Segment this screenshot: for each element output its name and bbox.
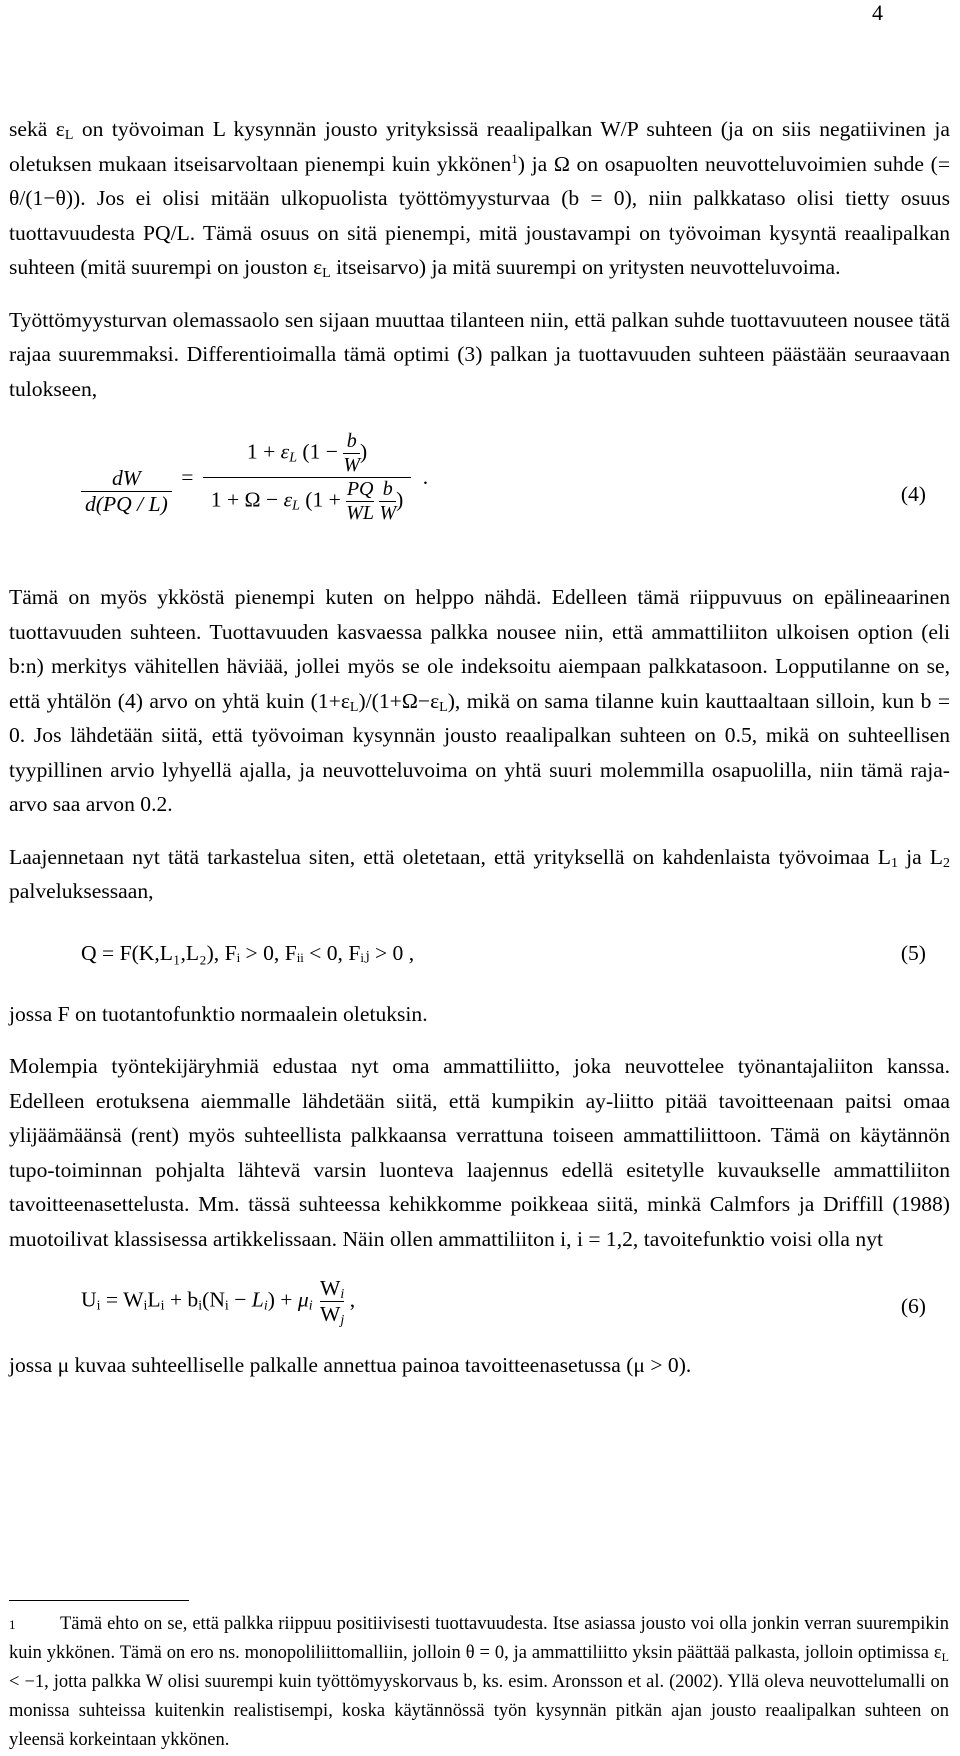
equation-4-body xyxy=(81,430,428,525)
eq4-equals: = xyxy=(181,465,194,489)
text-run: ja L xyxy=(897,844,943,869)
text-run: )/(1+Ω−ε xyxy=(358,688,440,713)
subscript: L xyxy=(349,699,359,715)
text-run: itseisarvo) ja mitä suurempi on yritysten neuvotteluvoima. xyxy=(330,255,841,279)
footnote-text xyxy=(9,1610,949,1755)
paragraph-2: Työttömyysturvan olemassaolo sen sijaan muuttaa tilanteen niin, että palkan suhde tuottavuuteen nousee tätä rajaa suuremmaksi. Differentioimalla tämä optimi (3) palkan ja tuottavuuden suhteen päästään seuraavaan tulokseen, xyxy=(9,307,950,401)
paragraph-5: jossa F on tuotantofunktio normaalein oletuksin. xyxy=(9,1001,428,1026)
paragraph-7: jossa μ kuvaa suhteelliselle palkalle annettua painoa tavoitteenasetussa (μ > 0). xyxy=(9,1353,692,1377)
text-run: Laajennetaan nyt tätä tarkastelua siten, että oletetaan, että yrityksellä on kahdenlaista työvoimaa L xyxy=(9,844,891,869)
subscript: L xyxy=(941,1650,949,1664)
footnote-1 xyxy=(9,1610,949,1755)
paragraph-1 xyxy=(9,112,950,285)
equation-number-6: (6) xyxy=(900,1294,926,1318)
footnote-ref[interactable]: 1 xyxy=(511,150,518,166)
paragraph-3 xyxy=(9,580,950,822)
eq4-b-over-w-2: $\frac{b}{W}$ xyxy=(379,478,397,524)
subscript: L xyxy=(322,266,331,281)
eq4-lhs-numerator: dW xyxy=(111,466,141,490)
equation-6-body: $U_i = W_iL_i + b_i(N_i - L_i) + \mu_i$ $\frac{W_i}{W_j}$ , xyxy=(81,1276,356,1328)
eq4-rhs-denominator: $1 + \Omega - \varepsilon_L$ (1 + $\frac{PQ}{WL}$ $\frac{b}{W}$ ) xyxy=(210,478,404,524)
equation-number-4: (4) xyxy=(900,482,926,506)
paragraph-6: Molempia työntekijäryhmiä edustaa nyt oma ammattiliitto, joka neuvottelee työnantajaliiton kanssa. Edelleen erotuksena aiemmalle lähdetään siitä, että kumpikin ay-liitto pitää tavoitteenaan paitsi omaa ylijäämäänsä (rent) myös suhteellista palkkaansa verrattuna toiseen ammattiliittoon. Tämä on käytännön tupo-toiminnan pohjalta lähtevä varsin luonteva laajennus edellä esitetylle kuvaukselle ammattiliiton tavoitteenasettelusta. Mm. tässä suhteessa kehikkomme poikkeaa siitä, minkä Calmfors ja Driffill (1988) muotoilivat klassisessa artikkelissaan. Näin ollen ammattiliiton i, i = 1,2, tavoitefunktio voisi olla nyt xyxy=(9,1054,950,1251)
text-run: ) ja Ω on osapuolten neuvotteluvoimien suhde (= θ/(1−θ)). Jos ei olisi mitään ulkopuolista työttömyysturvaa (b = 0), niin palkkataso olisi tietty osuus tuottavuudesta PQ/L. Tämä osuus on sitä pienempi, mitä joustavampi on työvoiman kysyntä reaalipalkan suhteen (mitä suurempi on jouston ε xyxy=(9,151,950,279)
eq4-period: . xyxy=(422,465,429,489)
subscript: 1 xyxy=(890,855,898,871)
text-run: on työvoiman L kysynnän jousto yrityksissä reaalipalkan W/P suhteen (ja on siis negatiivinen ja oletuksen mukaan itseisarvoltaan pienempi kuin ykkönen xyxy=(9,117,950,176)
text-run: < −1, jotta palkka W olisi suurempi kuin työttömyyskorvaus b, ks. esim. Aronsson et al. (2002). Yllä oleva neuvottelumalli on monissa suhteissa kuitenkin realistisempi, koska käytännössä työn kysynnän pitkän ajan jousto reaalipalkan suhteen on yleensä korkeintaan ykkönen. xyxy=(9,1672,949,1750)
text-run: palveluksessaan, xyxy=(9,879,154,903)
subscript: 2 xyxy=(943,855,950,871)
equation-4 xyxy=(9,420,950,570)
text-run: Tämä on myös ykköstä pienempi kuten on helppo nähdä. Edelleen tämä riippuvuus on epälineaarinen tuottavuuden suhteen. Tuottavuuden kasvaessa palkka nousee niin, että ammattiliiton ulkoisen option (eli b:n) merkitys vähitellen häviää, jollei myös se ole indeksoitu aiempaan palkkatasoon. Lopputilanne on se, että yhtälön (4) arvo on yhtä kuin (1+ε xyxy=(9,585,950,713)
text-run: Tämä ehto on se, että palkka riippuu positiivisesti tuottavuudesta. Itse asiassa jousto voi olla jonkin verran suurempikin kuin ykkönen. Tämä on ero ns. monopoliliittomalliin, jolloin θ = 0, ja ammattiliitto yksin päättää palkasta, jolloin optimissa ε xyxy=(9,1614,949,1663)
subscript: L xyxy=(439,699,448,715)
footnote-divider xyxy=(9,1600,189,1601)
footnote-mark: 1 xyxy=(9,1617,16,1632)
eq4-b-over-w: $\frac{b}{W}$ xyxy=(343,430,361,476)
eq4-rhs xyxy=(203,430,412,525)
subscript: L xyxy=(64,128,74,143)
text-run: ), mikä on sama tilanne kuin kauttaaltaan silloin, kun b = 0. Jos lähdetään siitä, että työvoiman kysynnän jousto reaalipalkan suhteen on 0.5, mikä on suhteellisen tyypillinen arvio lyhyellä ajalla, ja neuvotteluvoima on yhtä suuri molemmilla osapuolilla, niin tämä raja-arvo saa arvon 0.2. xyxy=(9,688,950,816)
equation-5-body: Q = F(K,L₁,L₂), Fᵢ > 0, Fᵢᵢ < 0, Fᵢⱼ > 0 , xyxy=(81,940,415,965)
eq4-lhs xyxy=(81,466,172,517)
equation-5 xyxy=(9,931,950,989)
equation-6 xyxy=(9,1264,950,1348)
text-run: sekä ε xyxy=(9,117,65,141)
paragraph-4 xyxy=(9,840,950,909)
equation-number-5: (5) xyxy=(900,940,926,965)
eq4-pq-over-wl: $\frac{PQ}{WL}$ xyxy=(346,478,375,524)
page-number: 4 xyxy=(872,0,883,25)
page-body xyxy=(9,112,950,1383)
eq6-wage-ratio: $\frac{W_i}{W_j}$ xyxy=(320,1276,345,1328)
eq4-rhs-numerator: $1 + \varepsilon_L$ (1 − $\frac{b}{W}$ ) xyxy=(246,430,368,476)
eq4-lhs-denominator: d(PQ / L) xyxy=(85,492,168,516)
